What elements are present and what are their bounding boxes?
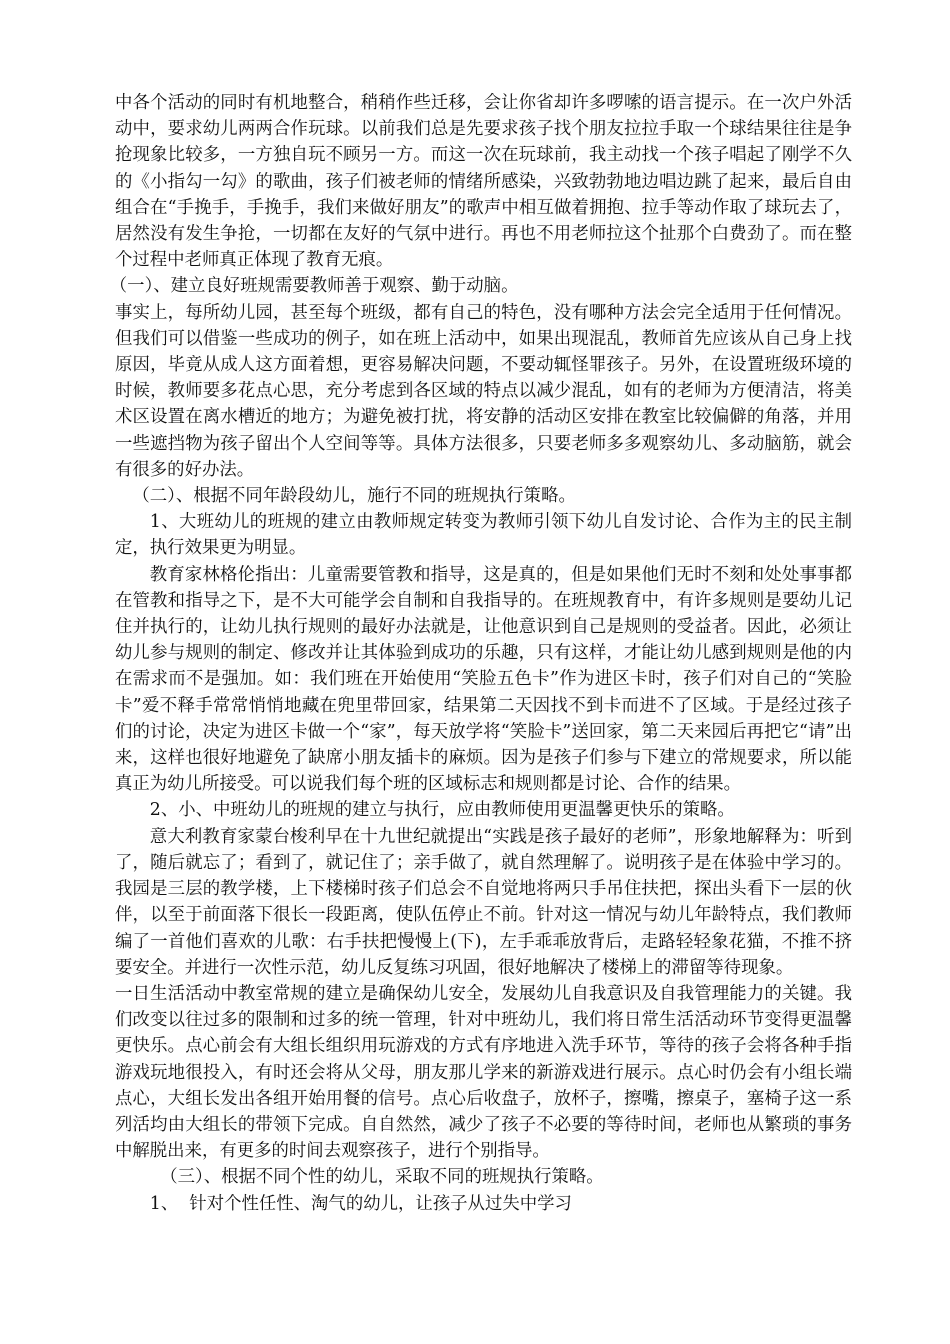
document-body [109, 90, 852, 1217]
subheading-junior-class: 2、小、中班幼儿的班规的建立与执行，应由教师使用更温馨更快乐的策略。 [149, 800, 735, 821]
section-heading-3: （三）、根据不同个性的幼儿，采取不同的班规执行策略。 [160, 1167, 604, 1188]
paragraph-montessori: 意大利教育家蒙台梭利早在十九世纪就提出“实践是孩子最好的老师”，形象地解释为：听到了，随后就忘了；看到了，就记住了；亲手做了，就自然理解了。说明孩子是在体验中学习的。我园是三层的教学楼，上下楼梯时孩子们总会不自觉地将两只手吊住扶把，探出头看下一层的伙伴，以至于前面落下很长一段距离，使队伍停止不前。针对这一情况与幼儿年龄特点，我们教师编了一首他们喜欢的儿歌：右手扶把慢慢上(下)，左手乖乖放背后，走路轻轻象花猫，不推不挤要安全。并进行一次性示范，幼儿反复练习巩固，很好地解决了楼梯上的滞留等待现象。 [115, 826, 852, 978]
section-heading-2: （二）、根据不同年龄段幼儿，施行不同的班规执行策略。 [132, 486, 576, 507]
paragraph-lindgren: 教育家林格伦指出：儿童需要管教和指导，这是真的，但是如果他们无时不刻和处处事事都在管教和指导之下，是不大可能学会自制和自我指导的。在班规教育中，有许多规则是要幼儿记住并执行的，让幼儿执行规则的最好办法就是，让他意识到自己是规则的受益者。因此，必须让幼儿参与规则的制定、修改并让其体验到成功的乐趣，只有这样，才能让幼儿感到规则是他的内在需求而不是强加。如：我们班在开始使用“笑脸五色卡”作为进区卡时，孩子们对自己的“笑脸卡”爱不释手常常悄悄地藏在兜里带回家，结果第二天因找不到卡而进不了区域。于是经过孩子们的讨论，决定为进区卡做一个“家”，每天放学将“笑脸卡”送回家，第二天来园后再把它“请”出来，这样也很好地避免了缺席小朋友插卡的麻烦。因为是孩子们参与下建立的常规要求，所以能真正为幼儿所接受。可以说我们每个班的区域标志和规则都是讨论、合作的结果。 [115, 564, 852, 795]
subheading-senior-class: 1、大班幼儿的班规的建立由教师规定转变为教师引领下幼儿自发讨论、合作为主的民主制定，执行效果更为明显。 [115, 512, 852, 559]
subheading-willful-children: 1、 针对个性任性、淘气的幼儿，让孩子从过失中学习 [149, 1193, 572, 1214]
paragraph-intro-continued: 中各个活动的同时有机地整合，稍稍作些迁移，会让你省却许多啰嗦的语言提示。在一次户外活动中，要求幼儿两两合作玩球。以前我们总是先要求孩子找个朋友拉拉手取一个球结果往往是争抢现象比较多，一方独自玩不顾另一方。而这一次在玩球前，我主动找一个孩子唱起了刚学不久的《小指勾一勾》的歌曲，孩子们被老师的情绪所感染，兴致勃勃地边唱边跳了起来，最后自由组合在“手挽手，手挽手，我们来做好朋友”的歌声中相互做着拥抱、拉手等动作取了球玩去了，居然没有发生争抢，一切都在友好的气氛中进行。再也不用老师拉这个扯那个白费劲了。而在整个过程中老师真正体现了教育无痕。 [115, 93, 852, 271]
section-heading-1: （一）、建立良好班规需要教师善于观察、勤于动脑。 [109, 276, 519, 297]
paragraph-observation: 事实上，每所幼儿园，甚至每个班级，都有自己的特色，没有哪种方法会完全适用于任何情况。但我们可以借鉴一些成功的例子，如在班上活动中，如果出现混乱，教师首先应该从自己身上找原因，毕竟从成人这方面着想，更容易解决问题，不要动辄怪罪孩子。另外，在设置班级环境的时候，教师要多花点心思，充分考虑到各区域的特点以减少混乱，如有的老师为方便清洁，将美术区设置在离水槽近的地方；为避免被打扰，将安静的活动区安排在教室比较偏僻的角落，并用一些遮挡物为孩子留出个人空间等等。具体方法很多，只要老师多多观察幼儿、多动脑筋，就会有很多的好办法。 [115, 302, 852, 480]
paragraph-daily-routine: 一日生活活动中教室常规的建立是确保幼儿安全，发展幼儿自我意识及自我管理能力的关键。我们改变以往过多的限制和过多的统一管理，针对中班幼儿，我们将日常生活活动环节变得更温馨更快乐。点心前会有大组长组织用玩游戏的方式有序地进入洗手环节，等待的孩子会将各种手指游戏玩地很投入，有时还会将从父母，朋友那儿学来的新游戏进行展示。点心时仍会有小组长端点心，大组长发出各组开始用餐的信号。点心后收盘子，放杯子，擦嘴，擦桌子，塞椅子这一系列活均由大组长的带领下完成。自自然然，减少了孩子不必要的等待时间，老师也从繁琐的事务中解脱出来，有更多的时间去观察孩子，进行个别指导。 [115, 983, 852, 1162]
